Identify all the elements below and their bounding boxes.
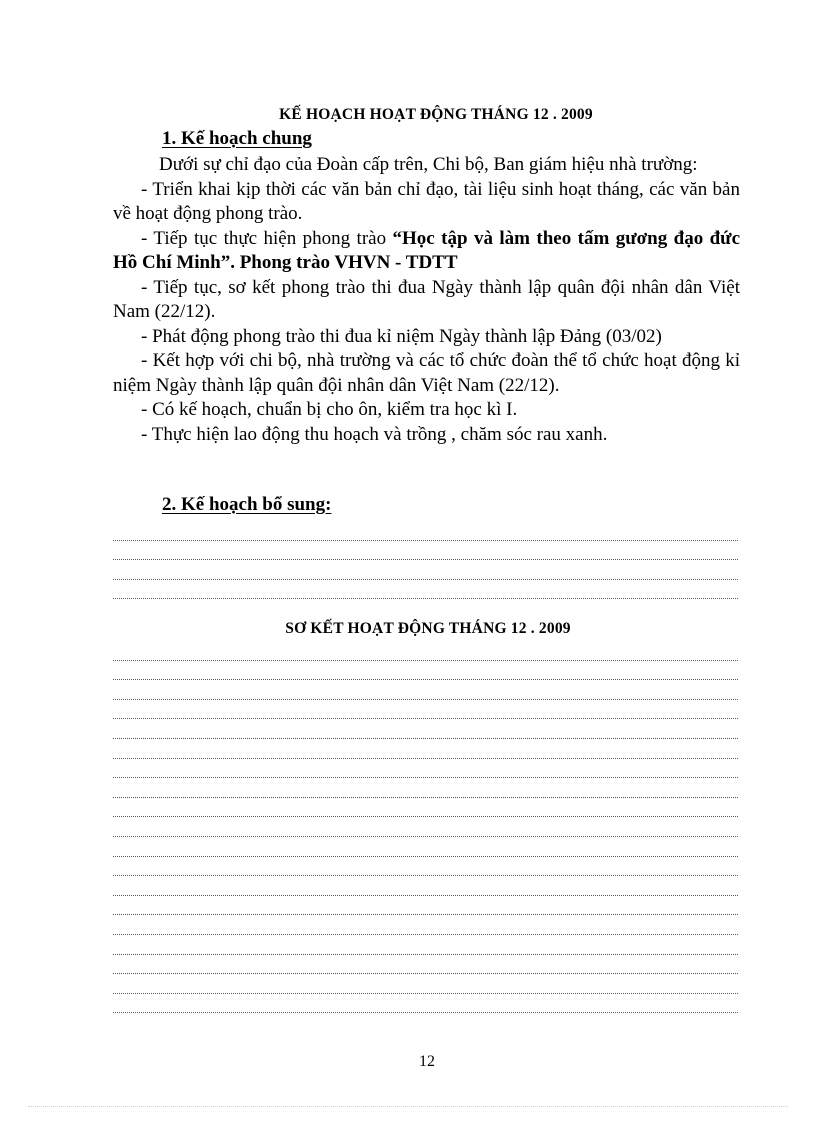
intro-paragraph: Dưới sự chỉ đạo của Đoàn cấp trên, Chi bộ, Ban giám hiệu nhà trường: — [159, 154, 698, 175]
dotted-line — [113, 560, 738, 580]
plan-title: KẾ HOẠCH HOẠT ĐỘNG THÁNG 12 . 2009 — [279, 106, 593, 123]
list-item: - Phát động phong trào thi đua kỉ niệm Ngày thành lập Đảng (03/02) — [141, 325, 662, 347]
dotted-line — [113, 719, 738, 739]
list-item-text: - Tiếp tục thực hiện phong trào — [141, 227, 393, 249]
dotted-line — [113, 641, 738, 661]
dotted-line — [113, 680, 738, 700]
review-fill-lines — [113, 641, 738, 1013]
dotted-line — [113, 541, 738, 561]
list-item: - Tiếp tục, sơ kết phong trào thi đua Ngày thành lập quân đội nhân dân Việt Nam (22/12). — [113, 276, 740, 322]
dotted-line — [113, 580, 738, 600]
dotted-line — [113, 521, 738, 541]
section1-heading: 1. Kế hoạch chung — [162, 128, 312, 149]
dotted-line — [113, 896, 738, 916]
dotted-line — [113, 817, 738, 837]
page-bottom-divider — [28, 1106, 788, 1107]
dotted-line — [113, 876, 738, 896]
list-item: - Thực hiện lao động thu hoạch và trồng , chăm sóc rau xanh. — [141, 423, 608, 445]
dotted-line — [113, 955, 738, 975]
list-item — [113, 227, 740, 276]
dotted-line — [113, 700, 738, 720]
dotted-line — [113, 759, 738, 779]
section1-body — [113, 153, 740, 447]
section2-heading: 2. Kế hoạch bổ sung: — [162, 494, 332, 515]
review-title: SƠ KẾT HOẠT ĐỘNG THÁNG 12 . 2009 — [285, 620, 571, 637]
dotted-line — [113, 778, 738, 798]
dotted-line — [113, 837, 738, 857]
dotted-line — [113, 739, 738, 759]
dotted-line — [113, 661, 738, 681]
dotted-line — [113, 798, 738, 818]
dotted-line — [113, 915, 738, 935]
dotted-line — [113, 857, 738, 877]
supplement-fill-lines — [113, 521, 738, 599]
dotted-line — [113, 994, 738, 1014]
dotted-line — [113, 974, 738, 994]
page-number: 12 — [419, 1053, 435, 1070]
campaign-emphasis: “Học tập và làm theo tấm gương đạo đức Hồ Chí Minh”. Phong trào VHVN - TDTT — [113, 227, 741, 273]
list-item: - Có kế hoạch, chuẩn bị cho ôn, kiểm tra học kì I. — [141, 399, 518, 420]
list-item: - Kết hợp với chi bộ, nhà trường và các tổ chức đoàn thể tổ chức hoạt động kỉ niệm Ngày thành lập quân đội nhân dân Việt Nam (22/12). — [113, 350, 740, 396]
dotted-line — [113, 935, 738, 955]
list-item: - Triển khai kịp thời các văn bản chỉ đạo, tài liệu sinh hoạt tháng, các văn bản về hoạt động phong trào. — [113, 178, 740, 224]
